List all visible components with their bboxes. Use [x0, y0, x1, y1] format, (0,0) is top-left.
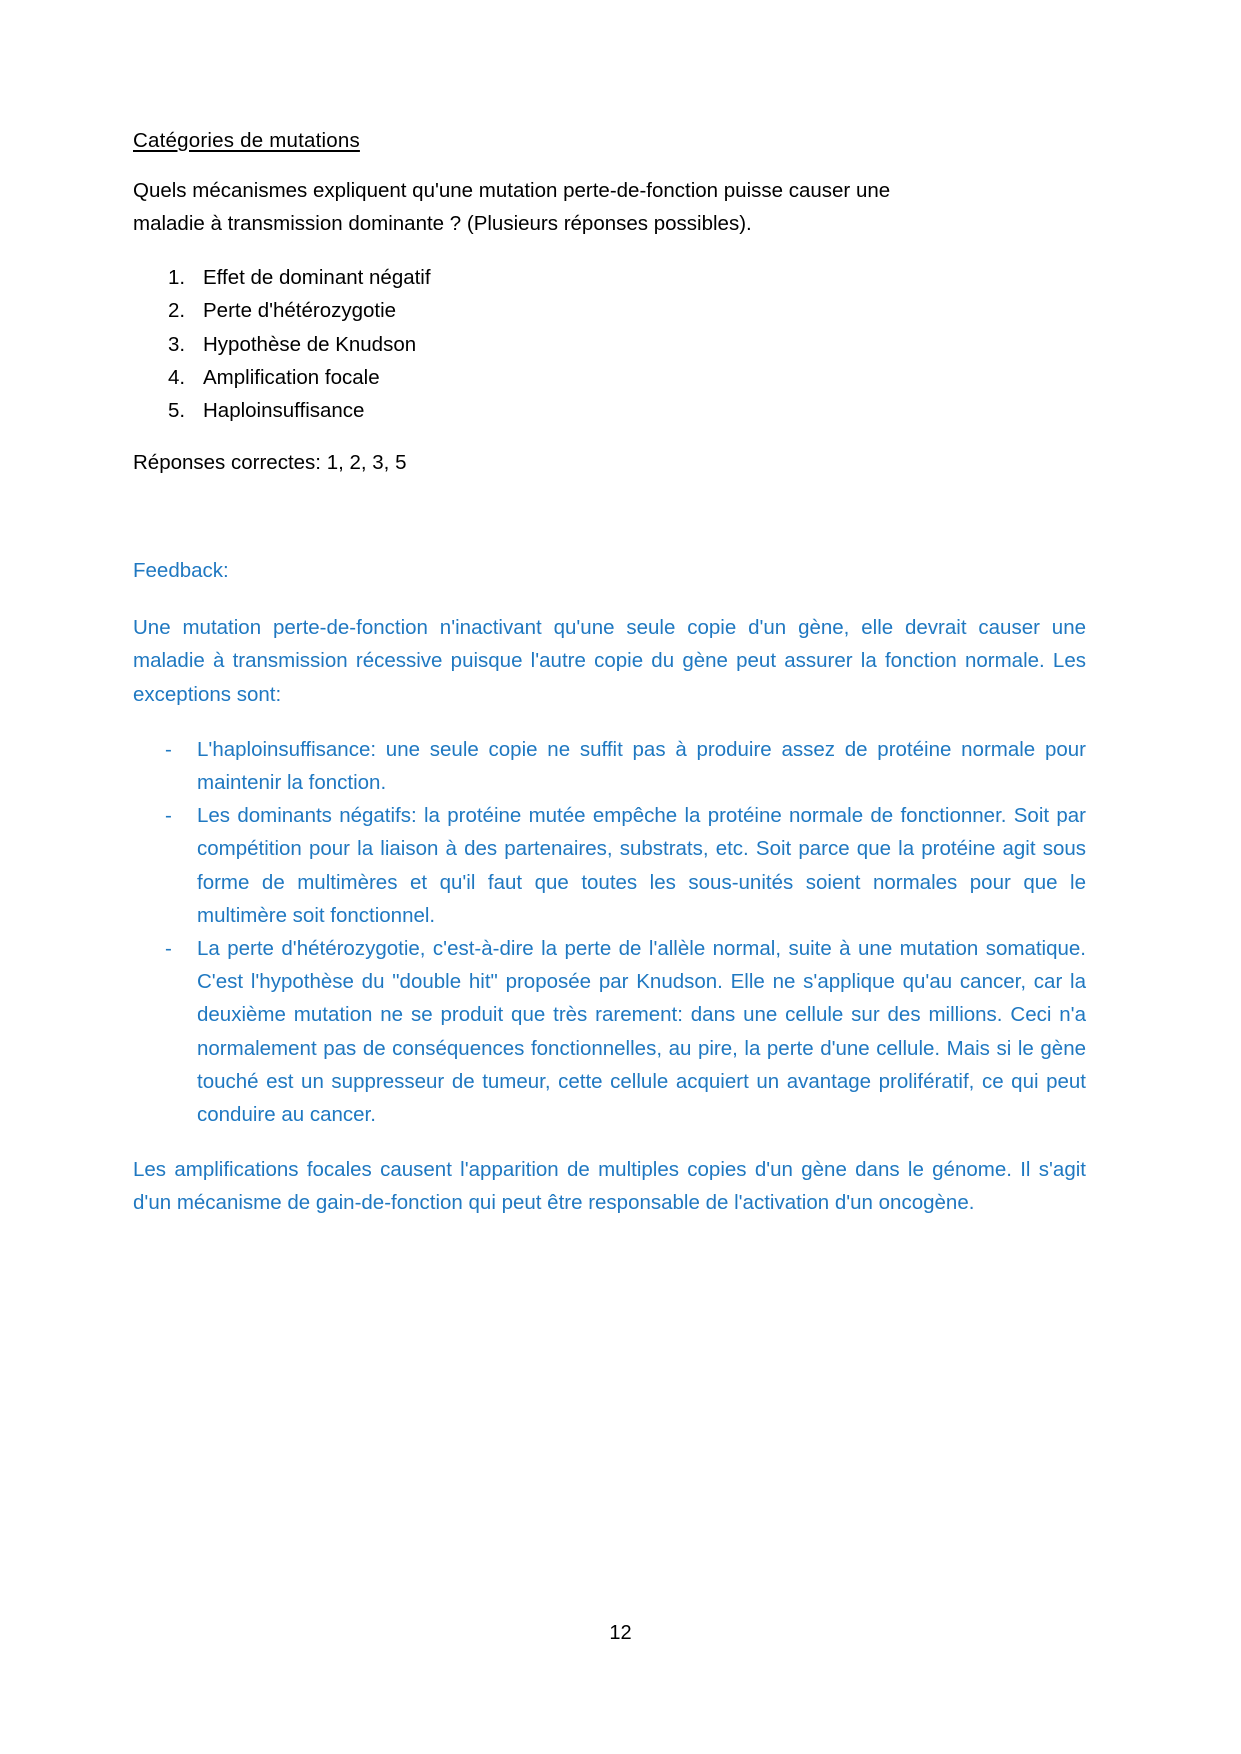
feedback-exception-2: - Les dominants négatifs: la protéine mutée empêche la protéine normale de fonctionner. Soit par compétition pour la liaison à des partenaires, substrats, etc. Soit parce que la protéine agit sous forme de multimères et qu'il faut que toutes les sous-unités soient normales pour que le multimère soit fonctionnel. [165, 799, 1086, 932]
feedback-intro-paragraph: Une mutation perte-de-fonction n'inactivant qu'une seule copie d'un gène, elle devrait causer une maladie à transmission récessive puisque l'autre copie du gène peut assurer la fonction normale. Les exceptions sont: [133, 616, 1086, 706]
answer-choice-5: Haploinsuffisance [203, 399, 365, 423]
feedback-exceptions-list [133, 733, 1086, 1131]
correct-answers-line: Réponses correctes: 1, 2, 3, 5 [133, 450, 407, 474]
answer-choice-1: Effet de dominant négatif [203, 265, 431, 289]
question-text: Quels mécanismes expliquent qu'une mutation perte-de-fonction puisse causer une maladie à transmission dominante ? (Plusieurs réponses possibles). [133, 179, 891, 235]
section-heading: Catégories de mutations [133, 129, 360, 152]
feedback-label: Feedback: [133, 559, 229, 583]
document-body [133, 126, 1086, 1220]
feedback-exception-3: - La perte d'hétérozygotie, c'est-à-dire la perte de l'allèle normal, suite à une mutation somatique. C'est l'hypothèse du "double hit" proposée par Knudson. Elle ne s'applique qu'au cancer, car la deuxième mutation ne se produit que très rarement: dans une cellule sur des millions. Ceci n'a normalement pas de conséquences fonctionnelles, au pire, la perte d'une cellule. Mais si le gène touché est un suppresseur de tumeur, cette cellule acquiert un avantage prolifératif, ce qui peut conduire au cancer. [165, 932, 1086, 1131]
answer-choice-4: Amplification focale [203, 365, 380, 389]
feedback-exception-1: - L'haploinsuffisance: une seule copie ne suffit pas à produire assez de protéine normale pour maintenir la fonction. [165, 733, 1086, 799]
answer-choice-3: Hypothèse de Knudson [203, 332, 417, 356]
page-number: 12 [609, 1622, 632, 1644]
answer-choice-2: Perte d'hétérozygotie [203, 299, 397, 323]
answer-choices-list [133, 261, 1086, 428]
feedback-closing-paragraph: Les amplifications focales causent l'apparition de multiples copies d'un gène dans le génome. Il s'agit d'un mécanisme de gain-de-fonction qui peut être responsable de l'activation d'un oncogène. [133, 1158, 1086, 1215]
